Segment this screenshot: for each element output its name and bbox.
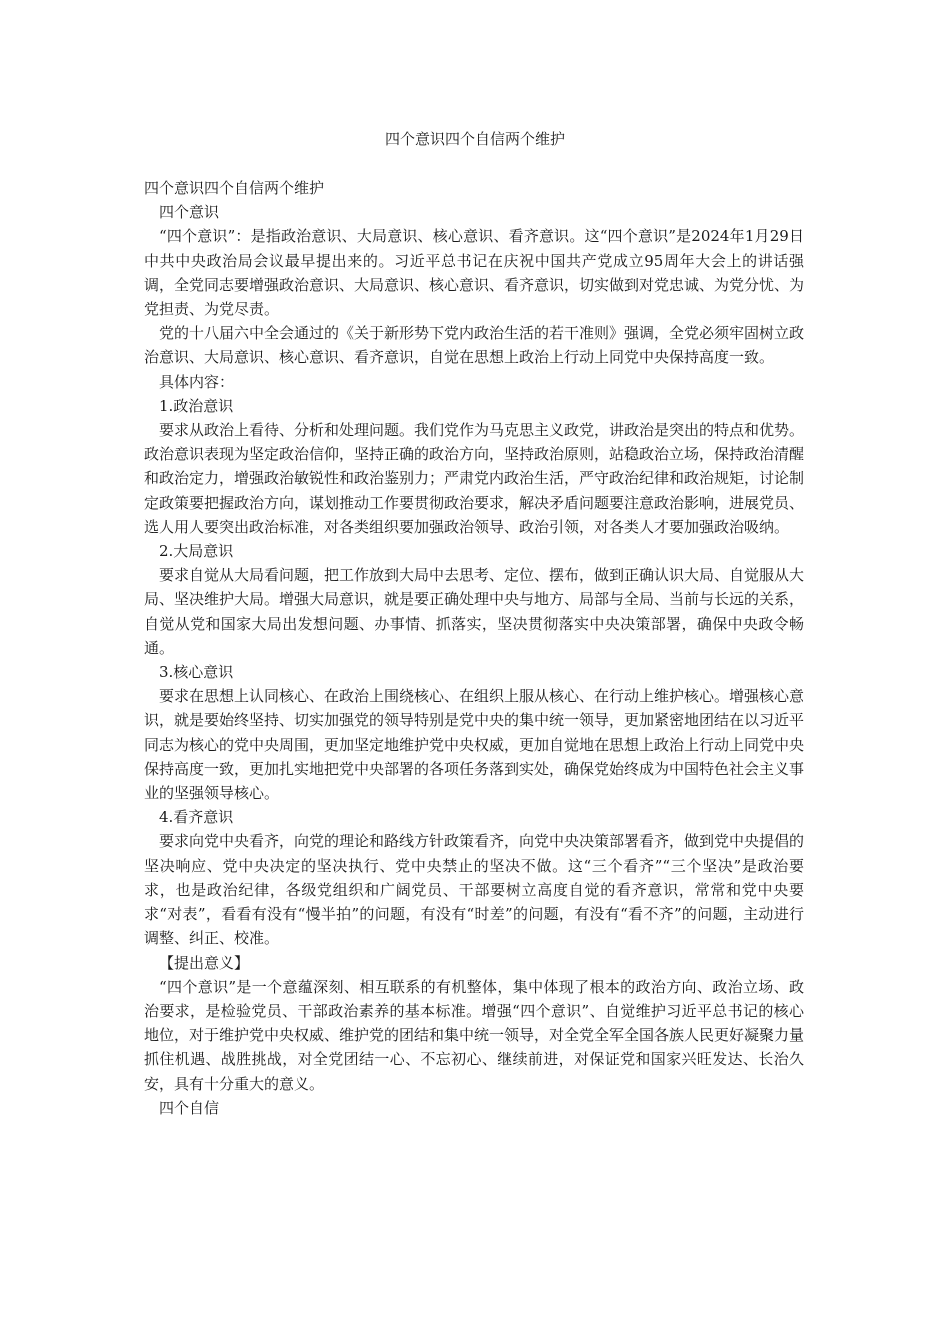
paragraph: 要求自觉从大局看问题，把工作放到大局中去思考、定位、摆布，做到正确认识大局、自觉服从大局、坚决维护大局。增强大局意识，就是要正确处理中央与地方、局部与全局、当前与长远的关系，自觉从党和国家大局出发想问题、办事情、抓落实，坚决贯彻落实中央决策部署，确保中央政令畅通。 [144, 566, 805, 657]
paragraph: 【提出意义】 [159, 953, 250, 972]
paragraph: 四个自信 [159, 1098, 220, 1117]
paragraph: 4.看齐意识 [159, 808, 234, 827]
paragraph: 2.大局意识 [159, 542, 234, 561]
document-body [144, 176, 804, 1120]
paragraph: “四个意识”是一个意蕴深刻、相互联系的有机整体，集中体现了根本的政治方向、政治立场、政治要求，是检验党员、干部政治素养的基本标准。增强“四个意识”、自觉维护习近平总书记的核心地位，对于维护党中央权威、维护党的团结和集中统一领导，对全党全军全国各族人民更好凝聚力量抓住机遇、战胜挑战，对全党团结一心、不忘初心、继续前进，对保证党和国家兴旺发达、长治久安，具有十分重大的意义。 [144, 977, 805, 1093]
paragraph: 党的十八届六中全会通过的《关于新形势下党内政治生活的若干准则》强调，全党必须牢固树立政治意识、大局意识、核心意识、看齐意识，自觉在思想上政治上行动上同党中央保持高度一致。 [144, 324, 805, 367]
paragraph: 要求向党中央看齐，向党的理论和路线方针政策看齐，向党中央决策部署看齐，做到党中央提倡的坚决响应、党中央决定的坚决执行、党中央禁止的坚决不做。这“三个看齐”“三个坚决”是政治要求，也是政治纪律，各级党组织和广阔党员、干部要树立高度自觉的看齐意识，常常和党中央要求“对表”，看看有没有“慢半拍”的问题，有没有“时差”的问题，有没有“看不齐”的问题，主动进行调整、纠正、校准。 [144, 832, 805, 948]
paragraph: 要求在思想上认同核心、在政治上围绕核心、在组织上服从核心、在行动上维护核心。增强核心意识，就是要始终坚持、切实加强党的领导特别是党中央的集中统一领导，更加紧密地团结在以习近平同志为核心的党中央周围，更加坚定地维护党中央权威，更加自觉地在思想上政治上行动上同党中央保持高度一致，更加扎实地把党中央部署的各项任务落到实处，确保党始终成为中国特色社会主义事业的坚强领导核心。 [144, 687, 805, 803]
paragraph: 四个意识四个自信两个维护 [144, 179, 325, 197]
paragraph: “四个意识”：是指政治意识、大局意识、核心意识、看齐意识。这“四个意识”是2024年1月29日中共中央政治局会议最早提出来的。习近平总书记在庆祝中国共产党成立95周年大会上的讲话强调，全党同志要增强政治意识、大局意识、核心意识、看齐意识，切实做到对党忠诚、为党分忧、为党担责、为党尽责。 [144, 227, 805, 319]
paragraph: 要求从政治上看待、分析和处理问题。我们党作为马克思主义政党，讲政治是突出的特点和优势。政治意识表现为坚定政治信仰，坚持正确的政治方向，坚持政治原则，站稳政治立场，保持政治清醒和政治定力，增强政治敏锐性和政治鉴别力；严肃党内政治生活，严守政治纪律和政治规矩，讨论制定政策要把握政治方向，谋划推动工作要贯彻政治要求，解决矛盾问题要注意政治影响，进展党员、选人用人要突出政治标准，对各类组织要加强政治领导、政治引领，对各类人才要加强政治吸纳。 [144, 421, 805, 536]
page-title: 四个意识四个自信两个维护 [384, 130, 565, 148]
paragraph: 四个意识 [159, 203, 220, 222]
paragraph: 1.政治意识 [159, 396, 234, 415]
paragraph: 3.核心意识 [159, 663, 234, 682]
paragraph: 具体内容： [159, 372, 235, 391]
